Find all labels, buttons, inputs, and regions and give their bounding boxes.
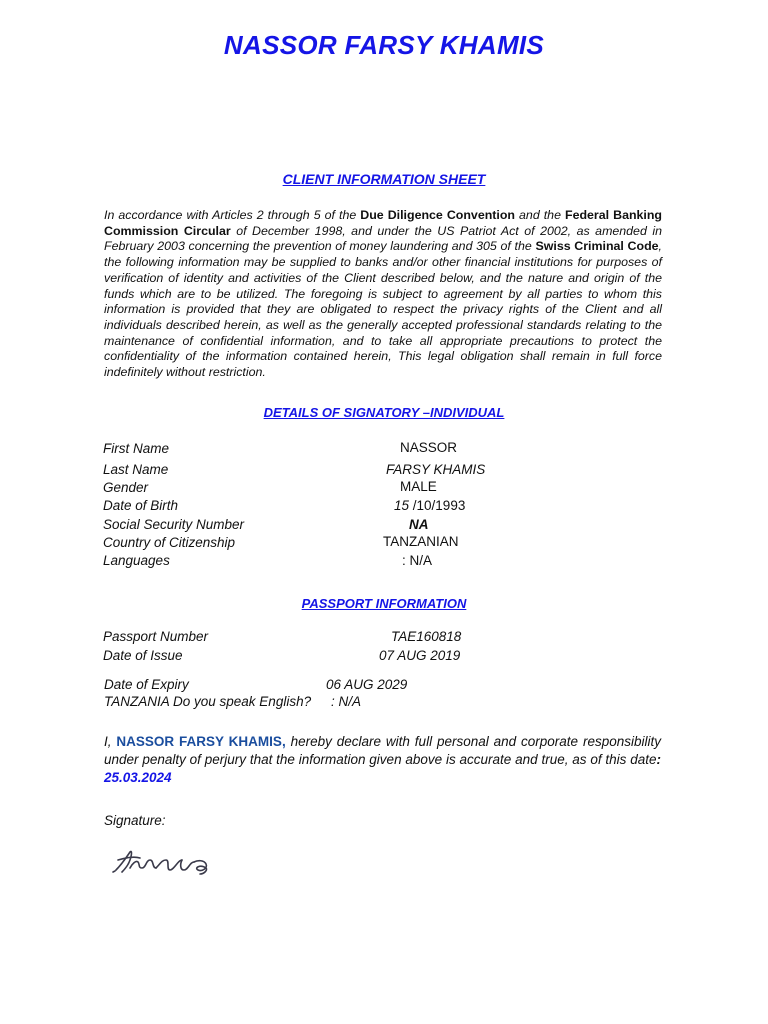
intro-bold-1: Due Diligence Convention: [360, 208, 515, 222]
signatory-heading: DETAILS OF SIGNATORY –INDIVIDUAL: [263, 405, 505, 420]
date-of-issue-label: Date of Issue: [103, 648, 183, 663]
intro-bold-2: Federal Banking Commission Circular: [104, 208, 663, 238]
first-name-value: NASSOR: [400, 440, 458, 455]
dob-label: Date of Birth: [103, 498, 179, 513]
citizenship-value: TANZANIAN: [383, 534, 459, 549]
signature-label: Signature:: [104, 813, 166, 828]
gender-value: MALE: [400, 479, 437, 494]
intro-paragraph: In accordance with Articles 2 through 5 of the Due Diligence Convention and the Federal Banking Commission Circular of December 1998, and under the US Patriot Act of 2002, as amended in February 2003 concerning the prevention of money laundering and 305 of the Swiss Criminal Code, the following information may be supplied to banks and/or other financial institutions for purposes of verification of identity and activities of the Client described below, and the nature and origin of the funds which are to be utilized. The foregoing is subject to agreement by all parties to whom this information is provided that they are obligated to respect the privacy rights of the Client and all individuals described herein, as well as the generally accepted professional standards relating to the maintenance of confidential information, and to take all appropriate precautions to protect the confidentiality of the information contained herein, This legal obligation shall remain in full force indefinitely without restriction.: [104, 208, 663, 380]
ssn-value: NA: [409, 517, 429, 532]
date-of-expiry-value: 06 AUG 2029: [326, 677, 408, 692]
last-name-label: Last Name: [103, 462, 169, 477]
languages-label: Languages: [103, 553, 170, 568]
passport-heading: PASSPORT INFORMATION: [301, 596, 467, 611]
passport-number-value: TAE160818: [391, 629, 462, 644]
client-name-title: NASSOR FARSY KHAMIS: [223, 30, 545, 60]
passport-number-label: Passport Number: [103, 629, 209, 644]
declaration-paragraph: I, NASSOR FARSY KHAMIS, hereby declare with full personal and corporate responsibility under penalty of perjury that the information given above is accurate and true, as of this date: 25.03.2024: [104, 734, 661, 785]
date-of-issue-value: 07 AUG 2019: [379, 648, 461, 663]
languages-value: : N/A: [402, 553, 433, 568]
last-name-value: FARSY KHAMIS: [386, 462, 486, 477]
citizenship-label: Country of Citizenship: [103, 535, 236, 550]
declarant-name: NASSOR FARSY KHAMIS: [116, 734, 282, 749]
declaration-date: 25.03.2024: [104, 770, 172, 785]
first-name-label: First Name: [103, 441, 170, 456]
sheet-title: CLIENT INFORMATION SHEET: [282, 171, 486, 187]
dob-value: 15 /10/1993: [394, 498, 466, 513]
date-of-expiry-label: Date of Expiry: [104, 677, 189, 692]
speak-english-label: TANZANIA Do you speak English?: [104, 694, 312, 709]
gender-label: Gender: [103, 480, 149, 495]
speak-english-value: : N/A: [331, 694, 362, 709]
ssn-label: Social Security Number: [103, 517, 245, 532]
handwritten-signature: [108, 838, 218, 888]
intro-bold-3: Swiss Criminal Code: [535, 239, 659, 254]
